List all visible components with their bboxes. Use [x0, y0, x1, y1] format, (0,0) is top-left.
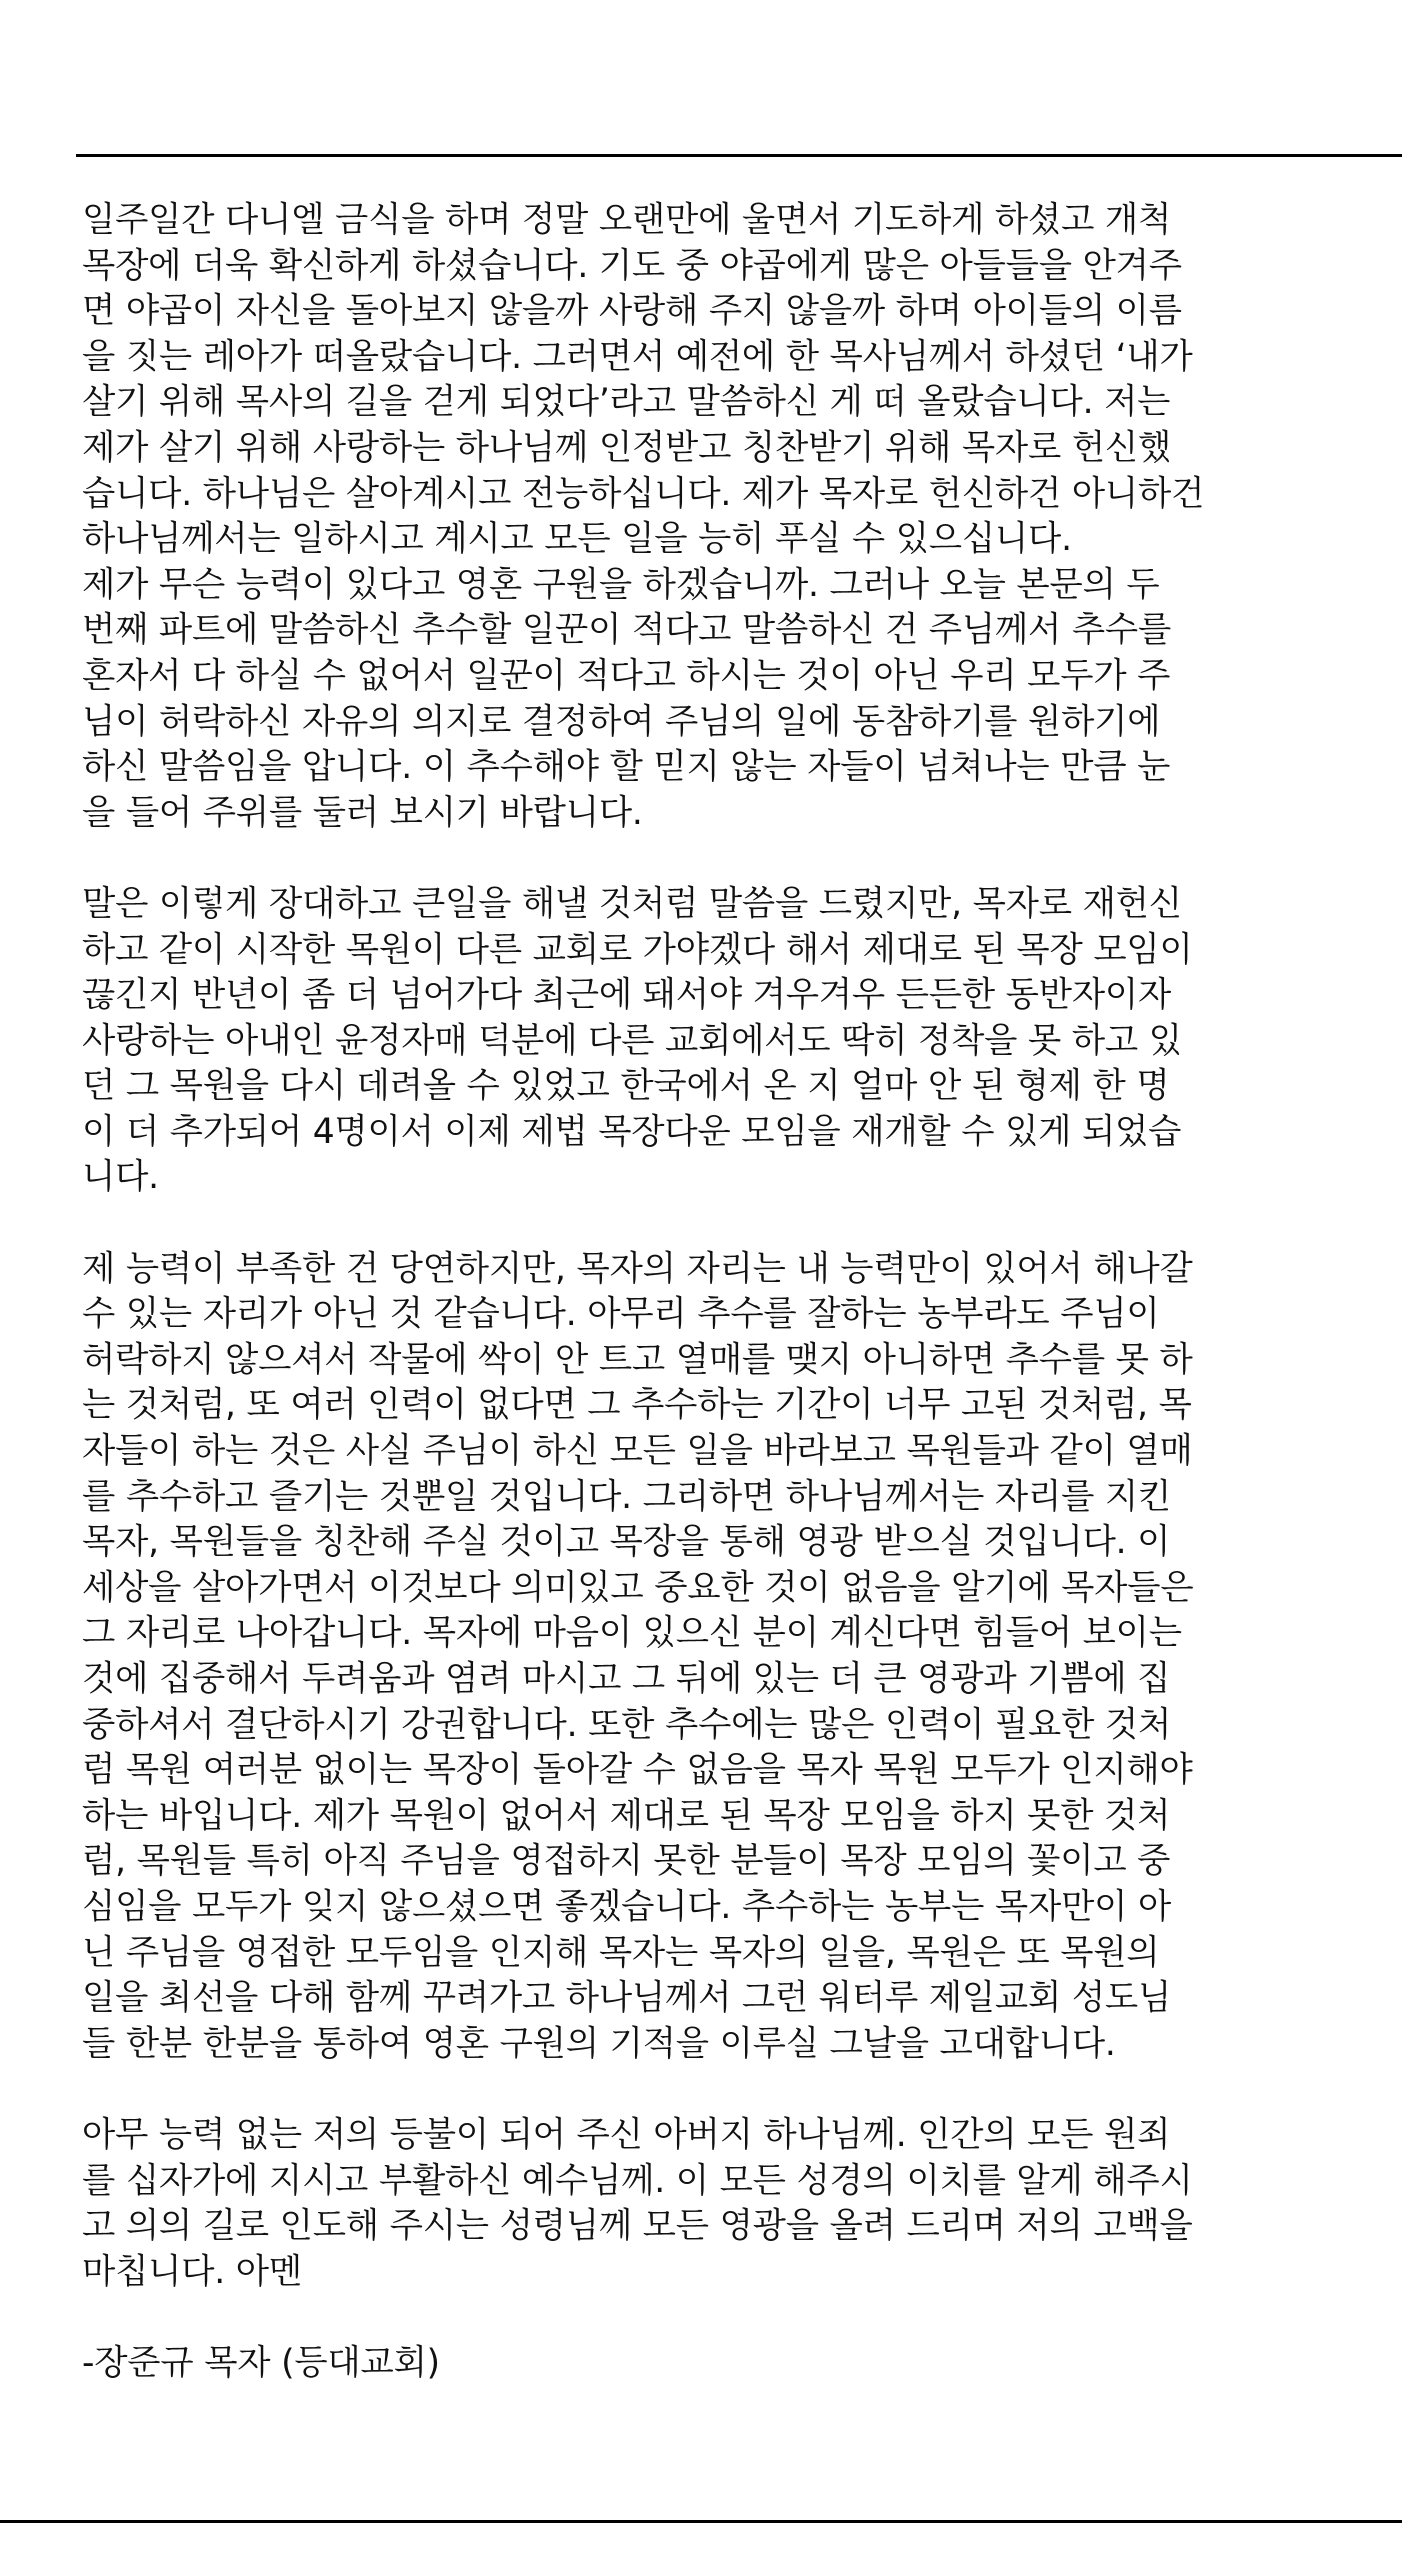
text-line: 제 능력이 부족한 건 당연하지만, 목자의 자리는 내 능력만이 있어서 해나갈 [82, 1248, 1193, 1289]
text-line: 번째 파트에 말씀하신 추수할 일꾼이 적다고 말씀하신 건 주님께서 추수를 [82, 610, 1172, 651]
text-line: 것에 집중해서 두려움과 염려 마시고 그 뒤에 있는 더 큰 영광과 기쁨에 집 [82, 1659, 1171, 1699]
article-body [82, 198, 1400, 2387]
text-line: 는 것처럼, 또 여러 인력이 없다면 그 추수하는 기간이 너무 고된 것처럼, 목 [82, 1385, 1192, 1426]
text-line: 자들이 하는 것은 사실 주님이 하신 모든 일을 바라보고 목원들과 같이 열매 [82, 1431, 1193, 1472]
text-line: 말은 이렇게 장대하고 큰일을 해낼 것처럼 말씀을 드렸지만, 목자로 재헌신 [82, 883, 1182, 924]
text-line: 럼 목원 여러분 없이는 목장이 돌아갈 수 없음을 목자 목원 모두가 인지해야 [82, 1750, 1193, 1791]
text-line: 이 더 추가되어 4명이서 이제 제법 목장다운 모임을 재개할 수 있게 되었습 [82, 1111, 1182, 1152]
text-line: -장준규 목자 (등대교회) [82, 2342, 440, 2383]
text-line: 혼자서 다 하실 수 없어서 일꾼이 적다고 하시는 것이 아닌 우리 모두가 주 [82, 655, 1171, 696]
text-line: 던 그 목원을 다시 데려올 수 있었고 한국에서 온 지 얼마 안 된 형제 한 명 [82, 1066, 1170, 1107]
text-line: 하고 같이 시작한 목원이 다른 교회로 가야겠다 해서 제대로 된 목장 모임이 [82, 929, 1193, 970]
text-line: 심임을 모두가 잊지 않으셨으면 좋겠습니다. 추수하는 농부는 목자만이 아 [82, 1886, 1172, 1927]
text-line: 들 한분 한분을 통하여 영혼 구원의 기적을 이루실 그날을 고대합니다. [82, 2023, 1116, 2064]
text-line: 고 의의 길로 인도해 주시는 성령님께 모든 영광을 올려 드리며 저의 고백을 [82, 2206, 1193, 2247]
text-line: 수 있는 자리가 아닌 것 같습니다. 아무리 추수를 잘하는 농부라도 주님이 [82, 1294, 1160, 1335]
bottom-rule [0, 2520, 1402, 2523]
text-line: 면 야곱이 자신을 돌아보지 않을까 사랑해 주지 않을까 하며 아이들의 이름 [82, 291, 1182, 332]
paragraph [82, 1247, 1400, 2068]
text-line: 닌 주님을 영접한 모두임을 인지해 목자는 목자의 일을, 목원은 또 목원의 [82, 1932, 1160, 1973]
text-line: 럼, 목원들 특히 아직 주님을 영접하지 못한 분들이 목장 모임의 꽃이고 중 [82, 1841, 1171, 1882]
paragraph-gap [82, 1201, 1400, 1247]
text-line: 하나님께서는 일하시고 계시고 모든 일을 능히 푸실 수 있으십니다. [82, 519, 1072, 560]
text-line: 목장에 더욱 확신하게 하셨습니다. 기도 중 야곱에게 많은 아들들을 안겨주 [82, 245, 1182, 286]
text-line: 를 추수하고 즐기는 것뿐일 것입니다. 그리하면 하나님께서는 자리를 지킨 [82, 1476, 1172, 1517]
text-line: 살기 위해 목사의 길을 걷게 되었다’라고 말씀하신 게 떠 올랐습니다. 저는 [82, 382, 1171, 423]
text-line: 허락하지 않으셔서 작물에 싹이 안 트고 열매를 맺지 아니하면 추수를 못 하 [82, 1339, 1193, 1380]
text-line: 을 짓는 레아가 떠올랐습니다. 그러면서 예전에 한 목사님께서 하셨던 ‘내가 [82, 336, 1193, 377]
text-line: 그 자리로 나아갑니다. 목자에 마음이 있으신 분이 계신다면 힘들어 보이는 [82, 1613, 1182, 1654]
text-line: 제가 살기 위해 사랑하는 하나님께 인정받고 칭찬받기 위해 목자로 헌신했 [82, 427, 1172, 468]
text-line: 일주일간 다니엘 금식을 하며 정말 오랜만에 울면서 기도하게 하셨고 개척 [82, 200, 1172, 240]
signature [82, 2341, 1400, 2387]
text-line: 마칩니다. 아멘 [82, 2251, 302, 2292]
text-line: 습니다. 하나님은 살아계시고 전능하십니다. 제가 목자로 헌신하건 아니하건 [82, 473, 1205, 514]
text-line: 하는 바입니다. 제가 목원이 없어서 제대로 된 목장 모임을 하지 못한 것처 [82, 1795, 1171, 1836]
paragraph [82, 882, 1400, 1201]
text-line: 사랑하는 아내인 윤정자매 덕분에 다른 교회에서도 딱히 정착을 못 하고 있 [82, 1020, 1182, 1061]
text-line: 를 십자가에 지시고 부활하신 예수님께. 이 모든 성경의 이치를 알게 해주시 [82, 2160, 1193, 2201]
paragraph [82, 198, 1400, 836]
paragraph-gap [82, 836, 1400, 882]
paragraph [82, 2113, 1400, 2295]
text-line: 중하셔서 결단하시기 강권합니다. 또한 추수에는 많은 인력이 필요한 것처 [82, 1704, 1172, 1745]
text-line: 끊긴지 반년이 좀 더 넘어가다 최근에 돼서야 겨우겨우 든든한 동반자이자 [82, 975, 1172, 1016]
text-line: 을 들어 주위를 둘러 보시기 바랍니다. [82, 792, 643, 833]
text-line: 제가 무슨 능력이 있다고 영혼 구원을 하겠습니까. 그러나 오늘 본문의 두 [82, 564, 1160, 605]
top-rule [76, 154, 1402, 157]
paragraph-gap [82, 2295, 1400, 2341]
text-line: 님이 허락하신 자유의 의지로 결정하여 주님의 일에 동참하기를 원하기에 [82, 701, 1161, 742]
text-line: 일을 최선을 다해 함께 꾸려가고 하나님께서 그런 워터루 제일교회 성도님 [82, 1978, 1172, 2019]
text-line: 하신 말씀임을 압니다. 이 추수해야 할 믿지 않는 자들이 넘쳐나는 만큼 눈 [82, 747, 1171, 788]
text-line: 니다. [82, 1157, 159, 1198]
text-line: 목자, 목원들을 칭찬해 주실 것이고 목장을 통해 영광 받으실 것입니다. 이 [82, 1522, 1171, 1563]
text-line: 세상을 살아가면서 이것보다 의미있고 중요한 것이 없음을 알기에 목자들은 [82, 1567, 1194, 1608]
paragraph-gap [82, 2067, 1400, 2113]
text-line: 아무 능력 없는 저의 등불이 되어 주신 아버지 하나님께. 인간의 모든 원죄 [82, 2114, 1171, 2155]
